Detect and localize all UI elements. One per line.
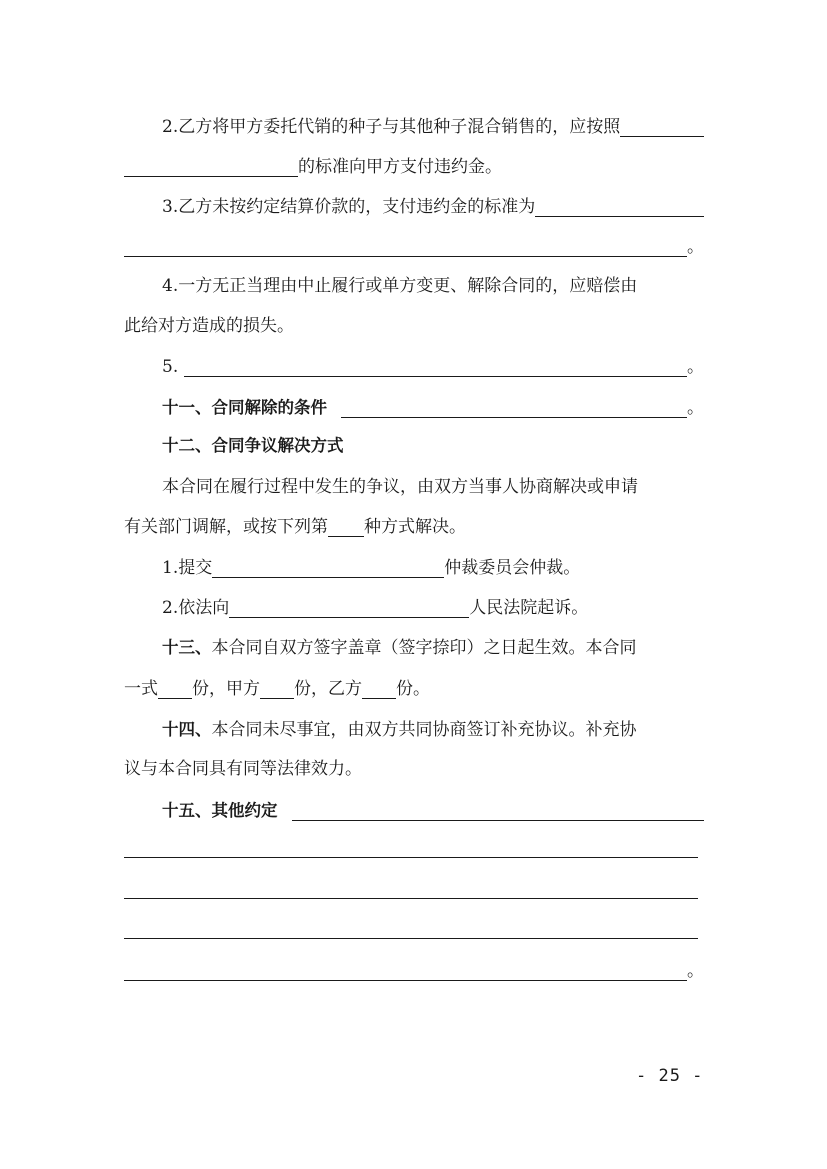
party-a-copies-field[interactable] <box>260 676 294 699</box>
section-12-text-b: 种方式解决。 <box>364 517 466 537</box>
blank-field[interactable] <box>620 114 704 137</box>
blank-field[interactable] <box>124 154 298 177</box>
clause-3-text: 3.乙方未按约定结算价款的，支付违约金的标准为 <box>162 197 536 217</box>
blank-field[interactable] <box>184 354 687 377</box>
period: 。 <box>687 237 704 257</box>
blank-field[interactable] <box>124 234 687 257</box>
blank-field[interactable] <box>328 514 364 537</box>
copies-text-b: 份，甲方 <box>192 679 260 699</box>
blank-rule[interactable] <box>124 857 698 858</box>
clause-5-number: 5. <box>162 357 179 377</box>
clause-3-line-2 <box>124 232 704 262</box>
option-1-text-b: 仲裁委员会仲裁。 <box>444 558 581 578</box>
section-13-line-2 <box>124 674 704 704</box>
section-13-line-1 <box>162 633 704 663</box>
option-1-text-a: 1.提交 <box>162 558 213 578</box>
clause-2-text: 2.乙方将甲方委托代销的种子与其他种子混合销售的，应按照 <box>162 117 621 137</box>
section-12-title: 十二、合同争议解决方式 <box>162 436 344 455</box>
clause-2-continuation: 的标准向甲方支付违约金。 <box>298 157 502 177</box>
total-copies-field[interactable] <box>158 676 192 699</box>
clause-4-line-2 <box>124 311 704 341</box>
section-14-line-2 <box>124 754 704 784</box>
clause-2-line-1 <box>162 112 704 142</box>
section-11-title: 十一、合同解除的条件 <box>162 398 327 417</box>
period: 。 <box>687 398 704 418</box>
section-14-line-1 <box>162 715 704 745</box>
section-15-line <box>162 796 704 826</box>
section-15-title: 十五、其他约定 <box>162 801 278 820</box>
section-12-heading <box>162 431 704 461</box>
section-12-text-a: 有关部门调解，或按下列第 <box>124 517 328 537</box>
blank-field[interactable] <box>341 395 687 418</box>
blank-field[interactable] <box>124 958 687 981</box>
section-11-line <box>162 393 704 423</box>
period: 。 <box>687 961 704 981</box>
section-13-title: 十三、 <box>162 638 212 657</box>
option-2-text-a: 2.依法向 <box>162 598 230 618</box>
clause-4-text: 4.一方无正当理由中止履行或单方变更、解除合同的，应赔偿由 <box>162 276 638 296</box>
blank-field[interactable] <box>212 555 444 578</box>
section-13-text: 本合同自双方签字盖章（签字捺印）之日起生效。本合同 <box>211 638 637 658</box>
final-blank-line <box>124 956 704 986</box>
party-b-copies-field[interactable] <box>362 676 396 699</box>
period: 。 <box>687 357 704 377</box>
section-12-text: 本合同在履行过程中发生的争议，由双方当事人协商解决或申请 <box>162 477 638 497</box>
page-number: - 25 - <box>636 1066 704 1086</box>
section-14-text: 本合同未尽事宜，由双方共同协商签订补充协议。补充协 <box>211 720 637 740</box>
clause-2-line-2 <box>124 152 704 182</box>
clause-4-text-cont: 此给对方造成的损失。 <box>124 316 294 336</box>
option-2-line <box>162 593 704 623</box>
clause-3-line-1 <box>162 192 704 222</box>
section-14-title: 十四、 <box>162 720 212 739</box>
option-1-line <box>162 553 704 583</box>
blank-field[interactable] <box>292 798 705 821</box>
clause-5-line <box>162 352 704 382</box>
section-14-text-cont: 议与本合同具有同等法律效力。 <box>124 759 362 779</box>
copies-text-a: 一式 <box>124 679 158 699</box>
section-12-line-1 <box>162 472 704 502</box>
blank-field[interactable] <box>535 194 704 217</box>
copies-text-c: 份，乙方 <box>294 679 362 699</box>
blank-field[interactable] <box>229 595 469 618</box>
copies-text-d: 份。 <box>396 679 430 699</box>
option-2-text-b: 人民法院起诉。 <box>469 598 589 618</box>
blank-rule[interactable] <box>124 938 698 939</box>
clause-4-line-1 <box>162 271 704 301</box>
blank-rule[interactable] <box>124 898 698 899</box>
section-12-line-2 <box>124 512 704 542</box>
